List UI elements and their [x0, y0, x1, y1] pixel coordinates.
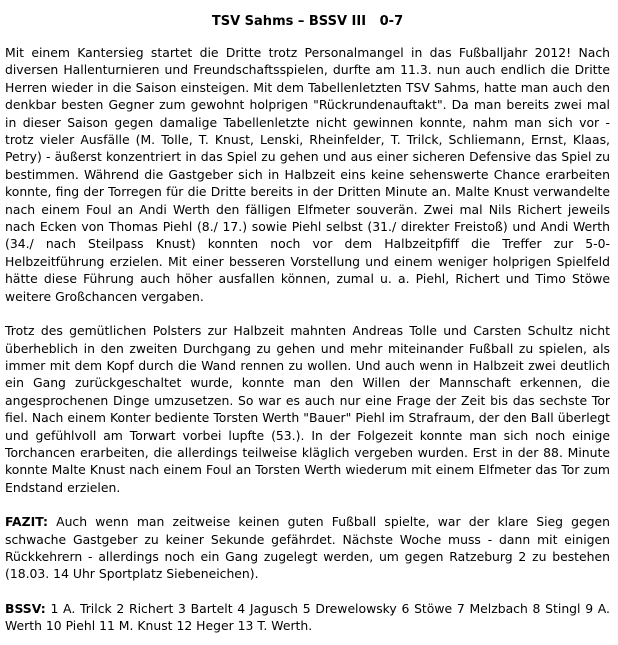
- report-paragraph-first-half: Mit einem Kantersieg startet die Dritte trotz Personalmangel in das Fußballjahr 2012! Nach diversen Hallenturnieren und Freundschaftsspielen, durfte am 11.3. nun auch endlich die Dritte Herren wieder in die Saison einsteigen. Mit dem Tabellenletzten TSV Sahms, hatte man auch den denkbar besten Gegner zum gewohnt holprigen "Rückrundenauftakt". Da man bereits zwei mal in dieser Saison gegen damalige Tabellenletzte nicht gewinnen konnte, nahm man sich vor - trotz vieler Ausfälle (M. Tolle, T. Knust, Lenski, Rheinfelder, T. Trilck, Schliemann, Ernst, Klaas, Petry) - äußerst konzentriert in das Spiel zu gehen und aus einer sicheren Defensive das Spiel zu bestimmen. Während die Gastgeber sich in Halbzeit eins keine sehenswerte Chance erarbeiten konnte, fing der Torregen für die Dritte bereits in der Dritten Minute an. Malte Knust verwandelte nach einem Foul an Andi Werth den fälligen Elfmeter souverän. Zwei mal Nils Richert jeweils nach Ecken von Thomas Piehl (8./ 17.) sowie Piehl selbst (31./ direkter Freistoß) und Andi Werth (34./ nach Steilpass Knust) konnten noch vor dem Halbzeitpfiff die Treffer zur 5-0-Helbzeitführung erzielen. Mit einer besseren Vorstellung und einem weniger holprigen Spielfeld hätte diese Führung auch höher ausfallen können, zumal u. a. Piehl, Richert und Timo Stöwe weitere Großchancen vergaben.: [5, 45, 610, 304]
- lineup-paragraph: [5, 600, 610, 635]
- lineup-label: BSSV:: [5, 600, 46, 616]
- fazit-label: FAZIT:: [5, 514, 48, 530]
- report-paragraph-second-half: Trotz des gemütlichen Polsters zur Halbzeit mahnten Andreas Tolle und Carsten Schultz nicht überheblich in den zweiten Durchgang zu gehen und mehr miteinander Fußball zu spielen, als immer mit dem Kopf durch die Wand rennen zu wollen. Und auch wenn in Halbzeit zwei deutlich ein Gang zurückgeschaltet wurde, konnte man den Willen der Mannschaft erkennen, die angesprochenen Dinge umzusetzen. So war es auch nur eine Frage der Zeit bis das sechste Tor fiel. Nach einem Konter bediente Torsten Werth "Bauer" Piehl im Strafraum, der den Ball überlegt und gefühlvoll am Torwart vorbei lupfte (53.). In der Folgezeit konnte man sich noch einige Torchancen erarbeiten, die allerdings teilweise kläglich vergeben wurden. Erst in der 88. Minute konnte Malte Knust nach einem Foul an Torsten Werth wiederum mit einem Elfmeter das Tor zum Endstand erzielen.: [5, 323, 610, 495]
- fazit-text: Auch wenn man zeitweise keinen guten Fußball spielte, war der klare Sieg gegen schwache Gastgeber zu keiner Sekunde gefährdet. Nächste Woche muss - dann mit einigen Rückkehrern - allerdings noch ein Gang zugelegt werden, um gegen Ratzeburg 2 zu bestehen (18.03. 14 Uhr Sportplatz Siebeneichen).: [5, 514, 610, 582]
- match-title: TSV Sahms – BSSV III 0-7: [211, 14, 404, 29]
- lineup-text: 1 A. Trilck 2 Richert 3 Bartelt 4 Jagusch 5 Drewelowsky 6 Stöwe 7 Melzbach 8 Stingl 9 A. Werth 10 Piehl 11 M. Knust 12 Heger 13 T. Werth.: [5, 600, 610, 634]
- fazit-paragraph: [5, 513, 610, 583]
